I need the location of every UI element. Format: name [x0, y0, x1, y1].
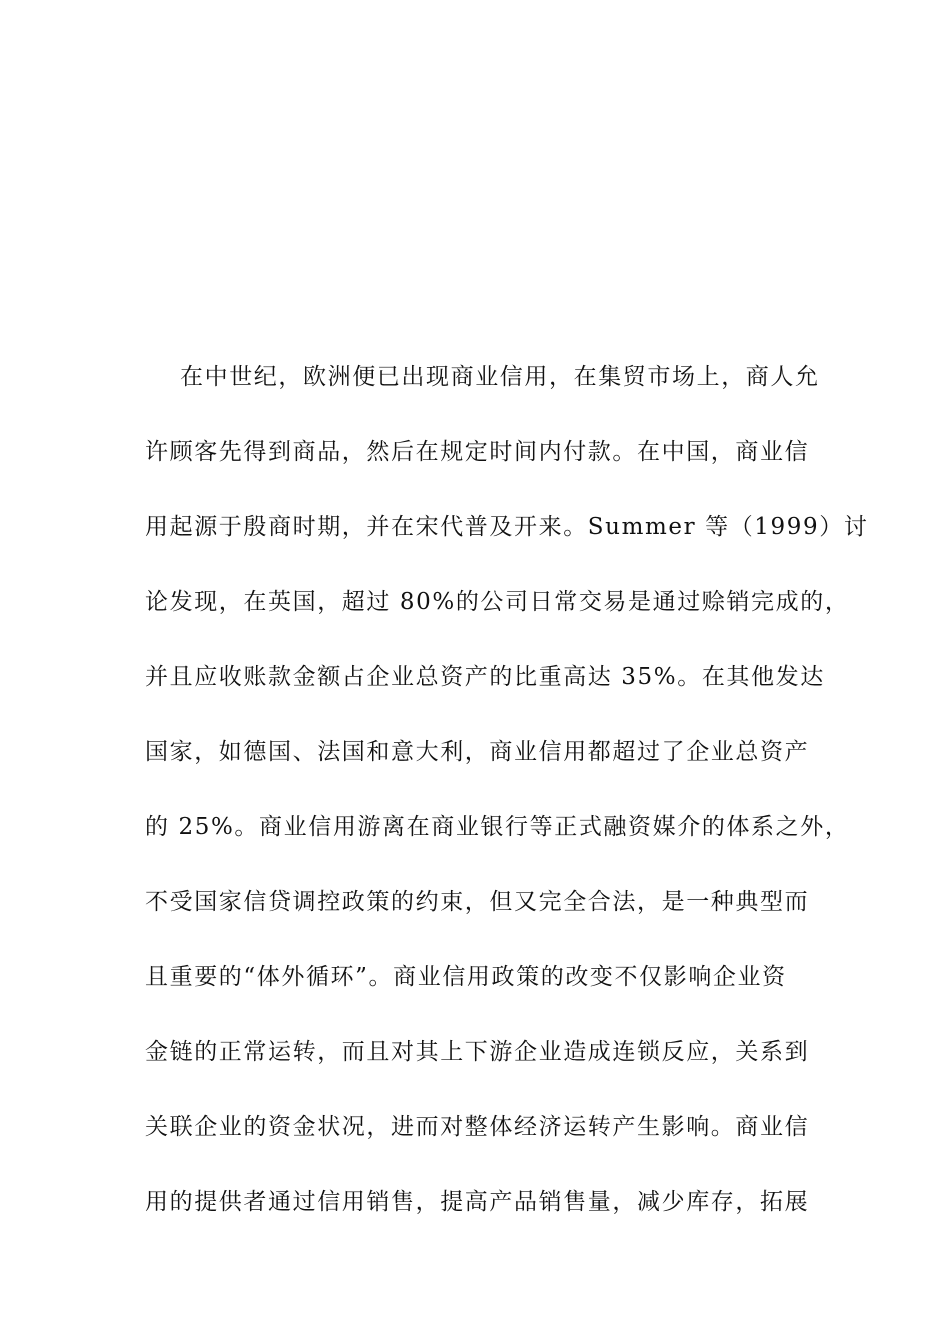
paragraph-line-9: 且重要的“体外循环”。商业信用政策的改变不仅影响企业资 — [145, 964, 787, 990]
paragraph-line-5: 并且应收账款金额占企业总资产的比重高达 35%。在其他发达 — [145, 664, 825, 690]
paragraph-line-4: 论发现，在英国，超过 80%的公司日常交易是通过赊销完成的， — [145, 589, 850, 615]
paragraph-line-6: 国家，如德国、法国和意大利，商业信用都超过了企业总资产 — [145, 739, 810, 765]
paragraph-line-8: 不受国家信贷调控政策的约束，但又完全合法，是一种典型而 — [145, 889, 810, 915]
paragraph-line-3: 用起源于殷商时期，并在宋代普及开来。Summer 等（1999）讨 — [145, 514, 869, 540]
paragraph-line-11: 关联企业的资金状况，进而对整体经济运转产生影响。商业信 — [145, 1114, 810, 1140]
paragraph-line-12: 用的提供者通过信用销售，提高产品销售量，减少库存，拓展 — [145, 1189, 810, 1215]
paragraph-line-7: 的 25%。商业信用游离在商业银行等正式融资媒介的体系之外， — [145, 814, 850, 840]
paragraph-line-10: 金链的正常运转，而且对其上下游企业造成连锁反应，关系到 — [145, 1039, 810, 1065]
paragraph-line-2: 许顾客先得到商品，然后在规定时间内付款。在中国，商业信 — [145, 439, 810, 465]
paragraph-line-1: 在中世纪，欧洲便已出现商业信用，在集贸市场上，商人允 — [180, 364, 820, 390]
